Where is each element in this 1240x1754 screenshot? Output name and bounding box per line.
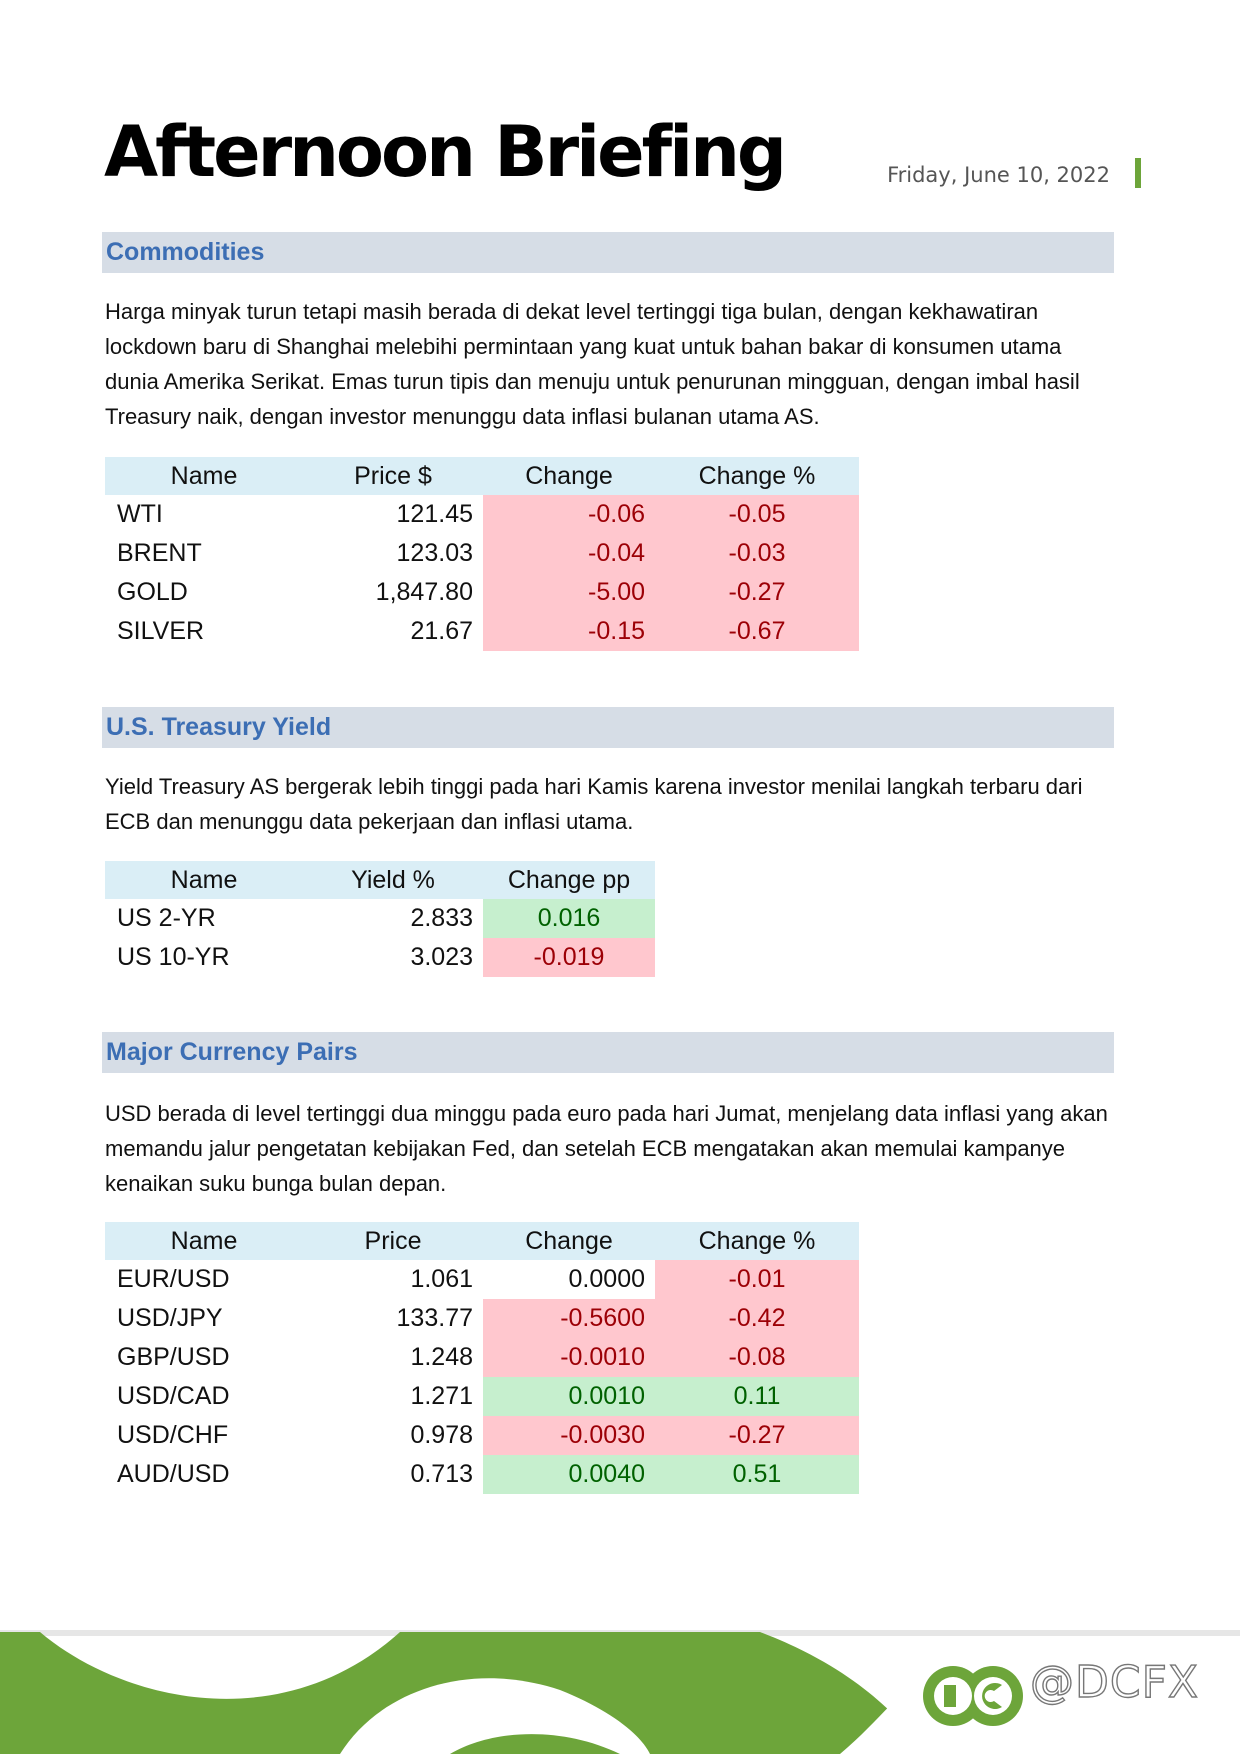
treasury-paragraph: Yield Treasury AS bergerak lebih tinggi pada hari Kamis karena investor menilai langkah terbaru dari ECB dan menunggu data pekerjaan dan inflasi utama. bbox=[105, 774, 1083, 834]
row-name: US 2-YR bbox=[117, 904, 216, 932]
row-change: -0.019 bbox=[483, 938, 655, 977]
row-change-pct: -0.27 bbox=[655, 1416, 859, 1455]
commodities-table bbox=[105, 457, 859, 651]
row-price: 133.77 bbox=[396, 1304, 473, 1332]
column-header: Change % bbox=[655, 1222, 859, 1260]
dc-logo-icon bbox=[922, 1663, 1024, 1729]
column-header: Yield % bbox=[303, 861, 483, 899]
page-title: Afternoon Briefing bbox=[104, 111, 785, 193]
row-price: 1.061 bbox=[410, 1265, 473, 1293]
table-row bbox=[105, 1416, 859, 1455]
column-header: Name bbox=[105, 861, 303, 899]
row-name: GBP/USD bbox=[117, 1343, 230, 1371]
table-row bbox=[105, 495, 859, 534]
row-name: GOLD bbox=[117, 578, 188, 606]
row-price: 121.45 bbox=[396, 500, 473, 528]
row-change-pct: -0.05 bbox=[655, 495, 859, 534]
column-header: Change pp bbox=[483, 861, 655, 899]
table-header-row bbox=[105, 1222, 859, 1260]
column-header: Price $ bbox=[303, 457, 483, 495]
row-price: 0.713 bbox=[410, 1460, 473, 1488]
row-name: WTI bbox=[117, 500, 163, 528]
table-row bbox=[105, 534, 859, 573]
column-header: Change bbox=[483, 1222, 655, 1260]
section-heading-treasury: U.S. Treasury Yield bbox=[102, 707, 1114, 748]
table-row bbox=[105, 1455, 859, 1494]
row-name: USD/CAD bbox=[117, 1382, 230, 1410]
table-header-row bbox=[105, 861, 655, 899]
row-price: 21.67 bbox=[410, 617, 473, 645]
table-row bbox=[105, 1338, 859, 1377]
row-change-pct: -0.01 bbox=[655, 1260, 859, 1299]
column-header: Change % bbox=[655, 457, 859, 495]
report-date: Friday, June 10, 2022 bbox=[887, 163, 1110, 187]
row-name: BRENT bbox=[117, 539, 202, 567]
currency-paragraph: USD berada di level tertinggi dua minggu pada euro pada hari Jumat, menjelang data inflasi yang akan memandu jalur pengetatan kebijakan Fed, dan setelah ECB mengatakan akan memulai kampanye kenaikan suku bunga bulan depan. bbox=[105, 1101, 1108, 1196]
row-price: 123.03 bbox=[396, 539, 473, 567]
row-name: USD/CHF bbox=[117, 1421, 229, 1449]
row-change: -0.15 bbox=[483, 612, 655, 651]
row-name: SILVER bbox=[117, 617, 205, 645]
row-change-pct: -0.03 bbox=[655, 534, 859, 573]
column-header: Change bbox=[483, 457, 655, 495]
row-change: 0.016 bbox=[483, 899, 655, 938]
column-header: Price bbox=[303, 1222, 483, 1260]
row-change-pct: -0.27 bbox=[655, 573, 859, 612]
row-name: EUR/USD bbox=[117, 1265, 230, 1293]
row-change-pct: -0.08 bbox=[655, 1338, 859, 1377]
table-row bbox=[105, 1299, 859, 1338]
row-change: 0.0010 bbox=[483, 1377, 655, 1416]
row-price: 1.271 bbox=[410, 1382, 473, 1410]
table-header-row bbox=[105, 457, 859, 495]
row-change-pct: 0.51 bbox=[655, 1455, 859, 1494]
table-row bbox=[105, 612, 859, 651]
row-change: 0.0000 bbox=[568, 1265, 645, 1293]
table-row bbox=[105, 899, 655, 938]
row-change: -0.0010 bbox=[483, 1338, 655, 1377]
commodities-paragraph: Harga minyak turun tetapi masih berada di dekat level tertinggi tiga bulan, dengan kekhawatiran lockdown baru di Shanghai melebihi permintaan yang kuat untuk bahan bakar di konsumen utama dunia Amerika Serikat. Emas turun tipis dan menuju untuk penurunan mingguan, dengan imbal hasil Treasury naik, dengan investor menunggu data inflasi bulanan utama AS. bbox=[105, 299, 1080, 429]
row-yield: 3.023 bbox=[410, 943, 473, 971]
row-name: US 10-YR bbox=[117, 943, 230, 971]
table-row bbox=[105, 1260, 859, 1299]
row-name: AUD/USD bbox=[117, 1460, 230, 1488]
row-change: -0.0030 bbox=[483, 1416, 655, 1455]
row-change: -0.04 bbox=[483, 534, 655, 573]
row-price: 0.978 bbox=[410, 1421, 473, 1449]
section-heading-commodities: Commodities bbox=[102, 232, 1114, 273]
row-change-pct: 0.11 bbox=[655, 1377, 859, 1416]
watermark-text: @DCFX bbox=[1030, 1657, 1200, 1708]
row-change-pct: -0.42 bbox=[655, 1299, 859, 1338]
currency-table bbox=[105, 1222, 859, 1494]
row-change-pct: -0.67 bbox=[655, 612, 859, 651]
section-heading-currency: Major Currency Pairs bbox=[102, 1032, 1114, 1073]
row-change: 0.0040 bbox=[483, 1455, 655, 1494]
date-accent-bar bbox=[1135, 158, 1141, 188]
treasury-table bbox=[105, 861, 655, 977]
row-price: 1.248 bbox=[410, 1343, 473, 1371]
table-row bbox=[105, 938, 655, 977]
row-change: -0.06 bbox=[483, 495, 655, 534]
row-change: -5.00 bbox=[483, 573, 655, 612]
row-name: USD/JPY bbox=[117, 1304, 223, 1332]
column-header: Name bbox=[105, 457, 303, 495]
row-change: -0.5600 bbox=[483, 1299, 655, 1338]
table-row bbox=[105, 573, 859, 612]
row-yield: 2.833 bbox=[410, 904, 473, 932]
table-row bbox=[105, 1377, 859, 1416]
row-price: 1,847.80 bbox=[375, 578, 473, 606]
column-header: Name bbox=[105, 1222, 303, 1260]
